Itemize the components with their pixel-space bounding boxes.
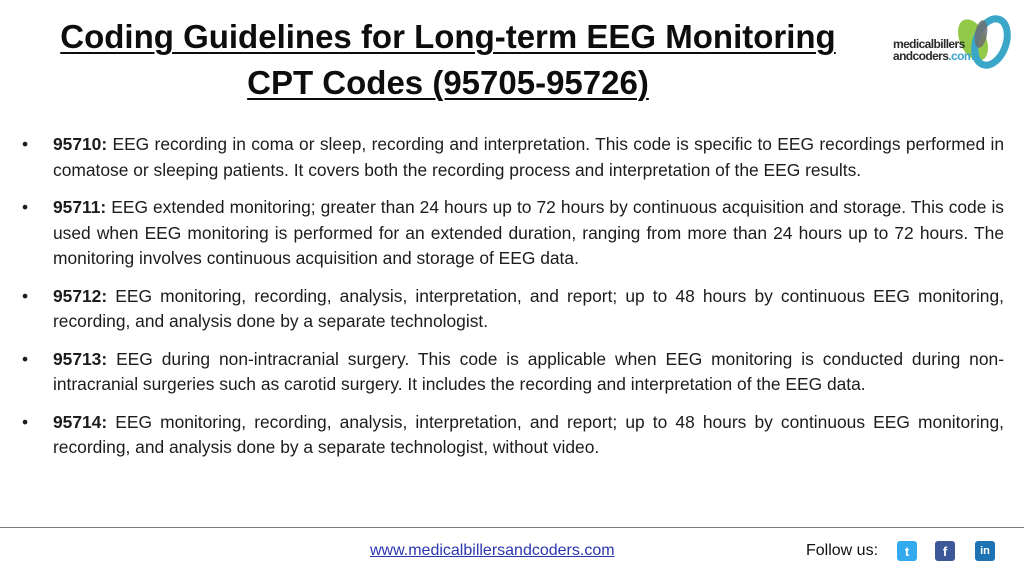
- website-link[interactable]: www.medicalbillersandcoders.com: [370, 542, 615, 559]
- list-item: [22, 132, 1004, 183]
- title-line-1: Coding Guidelines for Long-term EEG Monitoring: [60, 18, 836, 55]
- logo-wordmark: medicalbillers andcoders.com: [893, 37, 974, 63]
- bullet-icon: •: [22, 411, 29, 432]
- page-title: [14, 14, 882, 106]
- bullet-icon: •: [22, 285, 29, 306]
- bullet-icon: •: [22, 348, 29, 369]
- follow-label: Follow us:: [806, 542, 879, 559]
- code-description: EEG monitoring, recording, analysis, interpretation, and report; up to 48 hours by continuous EEG monitoring, recording, and analysis done by a separate technologist.: [53, 285, 1004, 331]
- code-description: EEG recording in coma or sleep, recording and interpretation. This code is specific to EEG recordings performed in comatose or sleeping patients. It covers both the recording process and interpretation of the EEG results.: [53, 134, 1004, 180]
- company-logo[interactable]: [893, 12, 1019, 74]
- cpt-code: 95714:: [53, 411, 108, 432]
- code-description: EEG extended monitoring; greater than 24 hours up to 72 hours by continuous acquisition and storage. This code is used when EEG monitoring is performed for an extended duration, ranging from more than 24 hours up to 72 hours. The monitoring involves continuous acquisition and storage of EEG data.: [53, 197, 1004, 268]
- bullet-icon: •: [22, 134, 29, 154]
- title-line-2: CPT Codes (95705-95726): [247, 64, 649, 101]
- cpt-code: 95713:: [53, 348, 108, 369]
- cpt-code: 95710:: [53, 134, 108, 154]
- code-description: EEG during non-intracranial surgery. This code is applicable when EEG monitoring is conducted during non-intracranial surgeries such as carotid surgery. It includes the recording and interpretation of the EEG data.: [53, 348, 1004, 394]
- code-list: [22, 132, 1004, 473]
- facebook-icon[interactable]: f: [935, 541, 955, 561]
- twitter-icon[interactable]: t: [897, 541, 917, 561]
- list-item: [22, 347, 1004, 398]
- cpt-code: 95712:: [53, 285, 108, 306]
- list-item: [22, 410, 1004, 461]
- list-item: [22, 195, 1004, 272]
- linkedin-icon[interactable]: in: [975, 541, 995, 561]
- code-description: EEG monitoring, recording, analysis, interpretation, and report; up to 48 hours by continuous EEG monitoring, recording, and analysis done by a separate technologist, without video.: [53, 411, 1004, 457]
- list-item: [22, 284, 1004, 335]
- bullet-icon: •: [22, 197, 29, 217]
- cpt-code: 95711:: [53, 197, 107, 217]
- footer-divider: [0, 527, 1024, 528]
